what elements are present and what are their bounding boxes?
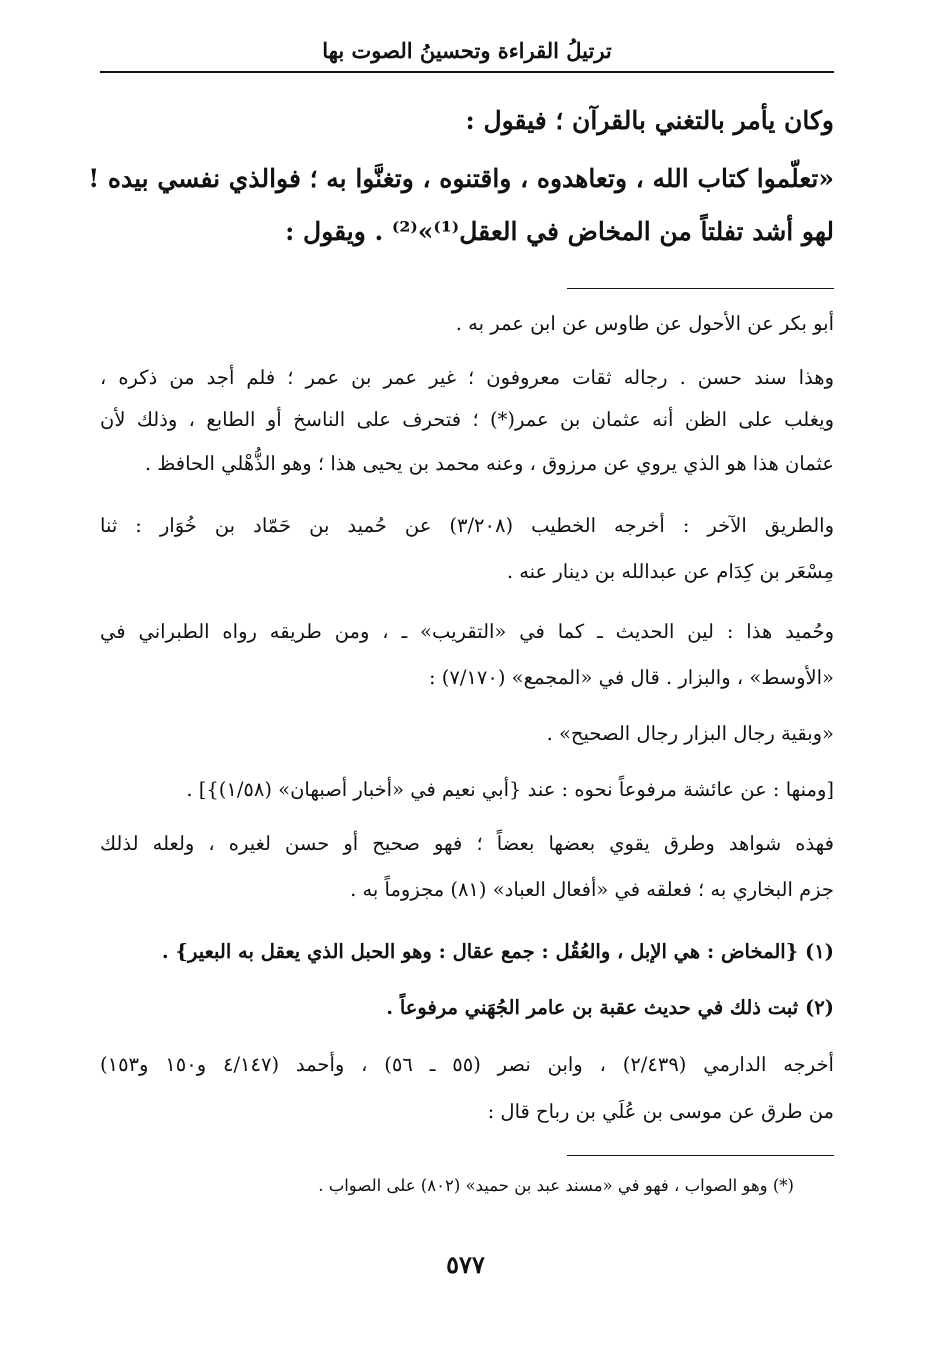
footnote-continuation [100,300,834,920]
main-line-3: لهو أشد تفلتاً من المخاض في العقل⁽¹⁾»⁽²⁾ . ويقول : [285,217,834,246]
fn2-line-1: أخرجه الدارمي (٢/٤٣٩) ، وابن نصر (٥٥ ـ ٥٦) ، وأحمد (٤/١٤٧ و١٥٠ و١٥٣) [100,1053,834,1076]
footnote-2-text: ثبت ذلك في حديث عقبة بن عامر الجُهَني مرفوعاً . [386,996,799,1019]
fn-line-7: وحُميد هذا : لين الحديث ـ كما في «التقريب» ـ ، ومن طريقه رواه الطبراني في [100,620,834,643]
fn-line-10: [ومنها : عن عائشة مرفوعاً نحوه : عند {أبي نعيم في «أخبار أصبهان» (١/٥٨)}] . [186,778,834,801]
editor-note-text: (*) وهو الصواب ، فهو في «مسند عبد بن حميد» (٨٠٢) على الصواب . [318,1176,794,1195]
fn-line-8: «الأوسط» ، والبزار . قال في «المجمع» (٧/١٧٠) : [428,666,834,689]
running-header: ترتيلُ القراءة وتحسينُ الصوت بها [322,38,612,63]
fn-line-11: فهذه شواهد وطرق يقوي بعضها بعضاً ؛ فهو صحيح أو حسن لغيره ، ولعله لذلك [100,832,834,855]
header-rule [100,71,834,73]
fn-line-4: عثمان هذا هو الذي يروي عن مرزوق ، وعنه محمد بن يحيى هذا ؛ وهو الذُّهْلي الحافظ . [144,452,834,475]
fn-line-9: «وبقية رجال البزار رجال الصحيح» . [546,722,834,745]
fn-line-2: وهذا سند حسن . رجاله ثقات معروفون ؛ غير عمر بن عمر ؛ فلم أجد من ذكره ، [100,366,834,389]
footnote-2-continuation [100,1045,834,1145]
fn2-line-2: من طرق عن موسى بن عُلَي بن رباح قال : [487,1100,834,1123]
main-text [88,100,834,260]
fn-line-6: مِسْعَر بن كِدَام عن عبدالله بن دينار عنه . [506,560,834,583]
footnote-2 [100,996,834,1019]
footnote-2-marker: (٢) [805,996,834,1019]
main-line-2: «تعلّموا كتاب الله ، وتعاهدوه ، واقتنوه ، وتغنَّوا به ؛ فوالذي نفسي بيده ! [88,164,834,193]
editor-note [100,1170,834,1200]
footnote-1 [100,940,834,963]
fn-line-5: والطريق الآخر : أخرجه الخطيب (٣/٢٠٨) عن حُميد بن حَمّاد بن خُوَار : ثنا [100,514,834,537]
footnote-1-text: {المخاض : هي الإبل ، والعُقُل : جمع عقال : وهو الحبل الذي يعقل به البعير} . [161,940,799,963]
footnote-1-marker: (١) [805,940,834,963]
fn-line-3: ويغلب على الظن أنه عثمان بن عمر(*) ؛ فتحرف على الناسخ أو الطابع ، وذلك لأن [100,408,834,431]
fn-line-12: جزم البخاري به ؛ فعلقه في «أفعال العباد» (٨١) مجزوماً به . [350,878,834,901]
footnote-separator [567,288,834,289]
footnotes-list [100,930,834,1040]
page-number: ٥٧٧ [446,1250,485,1279]
main-line-1: وكان يأمر بالتغني بالقرآن ؛ فيقول : [465,106,834,135]
editor-note-separator [567,1155,834,1156]
fn-line-1: أبو بكر عن الأحول عن طاوس عن ابن عمر به . [455,312,834,335]
